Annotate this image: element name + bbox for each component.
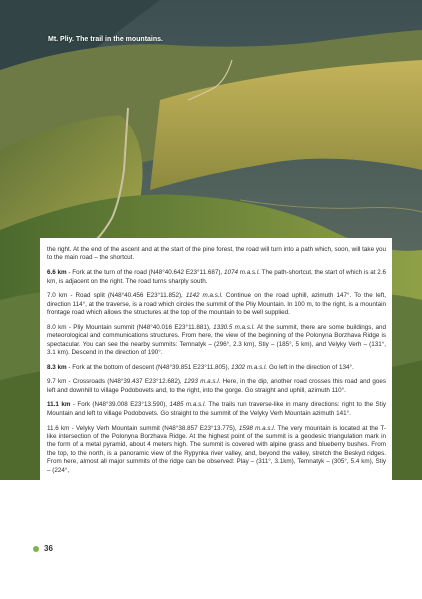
paragraph-text: The very mountain is located at the T-like intersection of the Polonyna Borzhava Ridge. At the highest point of the summit is a geodesic triangulation mark in the form of a metal pyramid, about 4 meters high. The summit is covered with alpine grass and blueberry bushes. From the top, to the north, is a panoramic view of the Rypynka river valley, and, beyond the valley, stretch the Beskyd ridges. From here, almost all major summits of the ridge can be observed: Play – (311°, 3.1km), Temnatyk – (305°, 5.4 km), Stiy – (224°, [47, 424, 386, 474]
elevation-text: 1142 m.a.s.l. [185, 292, 223, 300]
elevation-text: 1074 m.a.s.l. [223, 269, 260, 277]
paragraph-text: 7.0 km - Road split (N48°40.456 E23°11.852), [47, 292, 186, 300]
page-number: 36 [44, 544, 53, 553]
elevation-text: 1302 m.a.s.l. [231, 363, 268, 371]
paragraph-text: The trails run traverse-like in many directions: right to the Stiy Mountain and left to village Podobovets. Go straight to the summit of the Velyky Verh Mountain azimuth 141°. [47, 401, 386, 417]
elevation-text: 1330.5 m.a.s.l. [213, 323, 255, 331]
paragraph-text: 9.7 km - Crossroads (N48°39.437 E23°12.682), [47, 378, 184, 386]
paragraph [47, 401, 386, 418]
paragraph-text: Continue on the road uphill, azimuth 147°. To the left, direction 114°, at the traverse, is a road which circles the summit of the Pliy Mountain. In 100 m, to the right, is a mountain frontage road which allows the structures at the top of the mountain to be well supplied. [47, 292, 386, 317]
paragraph [47, 246, 386, 263]
paragraph-text: 11.6 km - Velyky Verh Mountain summit (N48°38.857 E23°13.775), [47, 424, 239, 432]
paragraph-text: - Fork at the turn of the road (N48°40.642 E23°11.687), [66, 269, 224, 277]
distance-label: 8.3 km [47, 363, 67, 371]
paragraph-text: - Fork (N48°39.008 E23°13.590), [70, 401, 170, 409]
photo-caption: Mt. Pliy. The trail in the mountains. [48, 36, 163, 43]
paragraph [47, 378, 386, 395]
paragraph [47, 425, 386, 476]
paragraph-text: The path-shortcut, the start of which is at 2.6 km, is adjacent on the right. The road turns sharply south. [47, 269, 386, 285]
elevation-text: 1598 m.a.s.l. [238, 424, 276, 432]
paragraph [47, 324, 386, 358]
paragraph [47, 364, 386, 372]
paragraph-text: 8.0 km - Pliy Mountain summit (N48°40.016 E23°11.881), [47, 323, 214, 331]
bullet-dot-icon [33, 546, 39, 552]
page-footer [33, 544, 53, 553]
paragraph-text: At the summit, there are some buildings, and meteorological and communications structures. From here, the view of the beginning of the Polonyna Borzhava Ridge is spectacular. You can see the nearby summits: Temnatyk – (296°, 2.3 km), Stiy – (185°, 5 km), and Velyky Verh – (131°, 3.1 km). Descend in the direction of 190°. [47, 323, 386, 357]
paragraph-text: Go left in the direction of 134°. [267, 363, 354, 371]
elevation-text: 1485 m.a.s.l. [169, 401, 207, 409]
paragraph [47, 292, 386, 317]
body-text [47, 246, 386, 481]
elevation-text: 1293 m.a.s.l. [183, 378, 221, 386]
distance-label: 11.1 km [47, 401, 71, 409]
paragraph [47, 269, 386, 286]
paragraph-text: Here, in the dip, another road crosses this road and goes left and downhill to village Podobovets and, to the right, into the gorge. Go straight and uphill, azimuth 110°. [47, 378, 386, 394]
paragraph-text: the right. At the end of the ascent and at the start of the pine forest, the road will turn into a path which, soon, will take you to the main road – the shortcut. [47, 246, 386, 262]
distance-label: 6.6 km [47, 269, 67, 277]
paragraph-text: - Fork at the bottom of descent (N48°39.851 E23°11.805), [66, 363, 232, 371]
